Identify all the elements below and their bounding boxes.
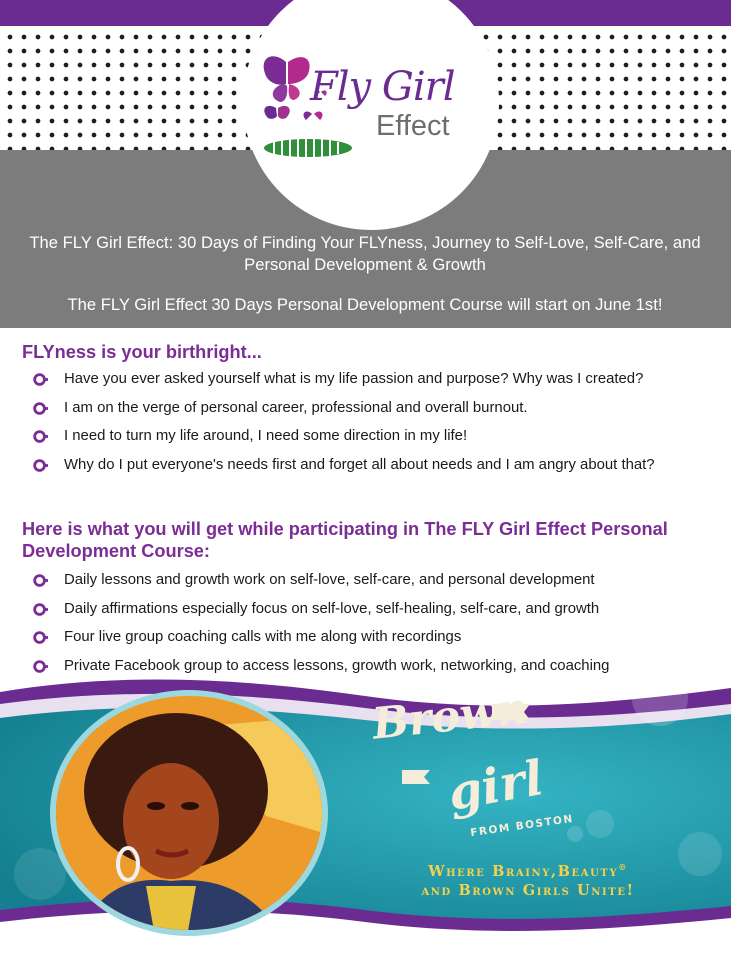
list-item-text: Daily lessons and growth work on self-love, self-care, and personal development xyxy=(64,572,595,588)
bullet-ring-icon xyxy=(33,372,48,387)
list-item xyxy=(33,455,713,484)
bullet-ring-icon xyxy=(33,602,48,617)
brand-title-girl: girl xyxy=(443,750,548,822)
logo-subtitle: Effect xyxy=(376,110,450,142)
list-item-text: Why do I put everyone's needs first and forget all about needs and I am angry about that? xyxy=(64,456,655,473)
course-start-notice: The FLY Girl Effect 30 Days Personal Development Course will start on June 1st! xyxy=(67,295,663,314)
brand-title-brown: Brown xyxy=(370,683,531,750)
portrait-image xyxy=(50,690,328,936)
brand-tagline xyxy=(383,858,673,900)
brand-location: FROM BOSTON xyxy=(469,812,575,840)
list-item-text: I need to turn my life around, I need some direction in my life! xyxy=(64,428,468,444)
list-item xyxy=(33,426,713,455)
list-item xyxy=(33,398,713,427)
list-item-text: Private Facebook group to access lessons, growth work, networking, and coaching xyxy=(64,657,610,674)
list-item-text: Four live group coaching calls with me along with recordings xyxy=(64,629,462,645)
list-item-text: I am on the verge of personal career, professional and overall burnout. xyxy=(64,399,528,416)
tagline-text-1: Where Brainy,Beauty xyxy=(428,862,619,880)
list-item xyxy=(33,599,713,628)
list-item-text: Daily affirmations especially focus on self-love, self-healing, self-care, and growth xyxy=(64,600,600,617)
tagline-line-1 xyxy=(383,858,673,881)
benefits-list xyxy=(33,570,713,684)
tagline-line-2: and Brown Girls Unite! xyxy=(421,881,635,899)
list-item-text: Have you ever asked yourself what is my life passion and purpose? Why was I created? xyxy=(64,371,644,387)
bullet-ring-icon xyxy=(33,429,48,444)
bullet-ring-icon xyxy=(33,659,48,674)
fly-girl-effect-logo xyxy=(258,50,488,170)
birthright-list xyxy=(33,369,713,483)
list-item xyxy=(33,570,713,599)
bullet-ring-icon xyxy=(33,401,48,416)
section-heading-benefits: Here is what you will get while participating in The FLY Girl Effect Personal Development Course: xyxy=(22,519,668,561)
bullet-ring-icon xyxy=(33,573,48,588)
portrait-illustration xyxy=(56,696,328,936)
registered-mark: ® xyxy=(618,862,628,872)
bullet-ring-icon xyxy=(33,630,48,645)
bullet-ring-icon xyxy=(33,458,48,473)
list-item xyxy=(33,369,713,398)
logo-title: Fly Girl xyxy=(310,64,455,110)
section-heading-birthright: FLYness is your birthright... xyxy=(22,342,262,362)
list-item xyxy=(33,627,713,656)
hero-title: The FLY Girl Effect: 30 Days of Finding Your FLYness, Journey to Self-Love, Self-Care, and Personal Development & Growth xyxy=(29,233,701,274)
